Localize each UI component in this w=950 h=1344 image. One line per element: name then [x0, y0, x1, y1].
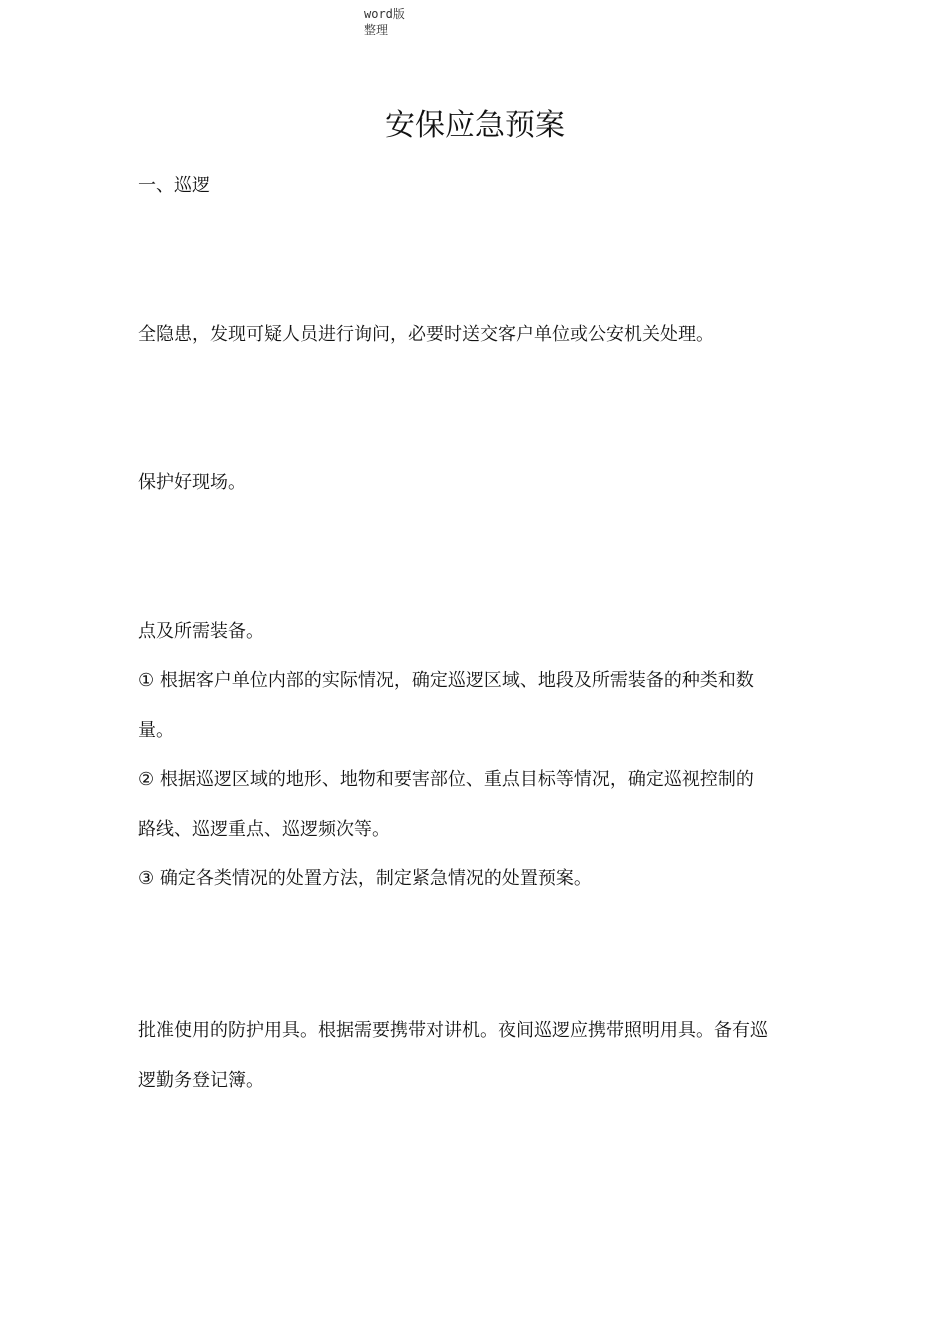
line-text: 逻勤务登记簿。 — [138, 1070, 264, 1091]
line-text: 量。 — [138, 720, 174, 741]
document-title: 安保应急预案 — [385, 108, 565, 143]
line-text: 一、巡逻 — [138, 175, 210, 196]
header-version: 版 — [392, 7, 405, 21]
line-text: 点及所需装备。 — [138, 621, 264, 642]
section-heading — [138, 174, 810, 198]
paragraph-line — [138, 323, 810, 347]
circled-item — [138, 669, 810, 693]
paragraph-line — [138, 471, 810, 495]
paragraph-line — [138, 1069, 810, 1093]
line-text: 批准使用的防护用具。根据需要携带对讲机。夜间巡逻应携带照明用具。备有巡 — [138, 1020, 768, 1041]
line-text: ② 根据巡逻区域的地形、地物和要害部位、重点目标等情况，确定巡视控制的 — [138, 769, 754, 790]
paragraph-line — [138, 719, 810, 743]
line-text: 路线、巡逻重点、巡逻频次等。 — [138, 819, 390, 840]
circled-item — [138, 867, 810, 891]
line-text: ① 根据客户单位内部的实际情况，确定巡逻区域、地段及所需装备的种类和数 — [138, 670, 754, 691]
line-text: 全隐患，发现可疑人员进行询问，必要时送交客户单位或公安机关处理。 — [138, 324, 714, 345]
header-word: word — [364, 7, 393, 21]
circled-item — [138, 768, 810, 792]
page-header — [364, 6, 405, 38]
line-text: ③ 确定各类情况的处置方法，制定紧急情况的处置预案。 — [138, 868, 592, 889]
paragraph-line — [138, 620, 810, 644]
paragraph-line — [138, 818, 810, 842]
line-text: 保护好现场。 — [138, 472, 246, 493]
paragraph-line — [138, 1019, 810, 1043]
header-arranged: 整理 — [364, 23, 389, 37]
